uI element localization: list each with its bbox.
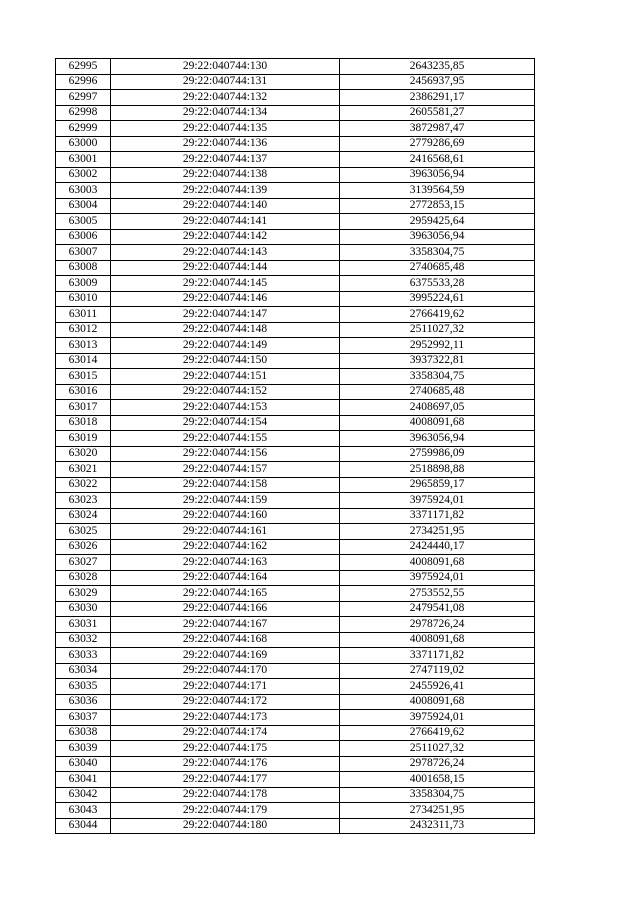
cadastral-value-cell: 2766419,62 [340, 725, 535, 741]
cadastral-number-cell: 29:22:040744:137 [111, 152, 340, 168]
table-row [56, 555, 535, 571]
row-number-cell: 63043 [56, 803, 111, 819]
table-row [56, 400, 535, 416]
cadastral-value-cell: 2734251,95 [340, 803, 535, 819]
row-number-cell: 63034 [56, 663, 111, 679]
table-row [56, 725, 535, 741]
cadastral-value-cell: 2759986,09 [340, 446, 535, 462]
row-number-cell: 63030 [56, 601, 111, 617]
cadastral-number-cell: 29:22:040744:159 [111, 493, 340, 509]
cadastral-number-cell: 29:22:040744:168 [111, 632, 340, 648]
row-number-cell: 63013 [56, 338, 111, 354]
cadastral-value-table [55, 58, 535, 834]
cadastral-value-cell: 2959425,64 [340, 214, 535, 230]
row-number-cell: 63007 [56, 245, 111, 261]
row-number-cell: 62996 [56, 74, 111, 90]
cadastral-number-cell: 29:22:040744:149 [111, 338, 340, 354]
row-number-cell: 63016 [56, 384, 111, 400]
cadastral-number-cell: 29:22:040744:150 [111, 353, 340, 369]
cadastral-value-cell: 2740685,48 [340, 260, 535, 276]
row-number-cell: 63017 [56, 400, 111, 416]
table-row [56, 617, 535, 633]
cadastral-number-cell: 29:22:040744:152 [111, 384, 340, 400]
table-row [56, 803, 535, 819]
cadastral-number-cell: 29:22:040744:155 [111, 431, 340, 447]
table-row [56, 539, 535, 555]
cadastral-value-cell: 4008091,68 [340, 632, 535, 648]
cadastral-value-cell: 2605581,27 [340, 105, 535, 121]
table-row [56, 353, 535, 369]
cadastral-value-cell: 4008091,68 [340, 415, 535, 431]
row-number-cell: 63031 [56, 617, 111, 633]
cadastral-number-cell: 29:22:040744:139 [111, 183, 340, 199]
cadastral-number-cell: 29:22:040744:147 [111, 307, 340, 323]
cadastral-value-cell: 2408697,05 [340, 400, 535, 416]
row-number-cell: 63042 [56, 787, 111, 803]
row-number-cell: 63033 [56, 648, 111, 664]
cadastral-value-cell: 3975924,01 [340, 570, 535, 586]
table-row [56, 741, 535, 757]
row-number-cell: 63012 [56, 322, 111, 338]
row-number-cell: 62997 [56, 90, 111, 106]
cadastral-number-cell: 29:22:040744:145 [111, 276, 340, 292]
table-row [56, 276, 535, 292]
cadastral-number-cell: 29:22:040744:174 [111, 725, 340, 741]
cadastral-number-cell: 29:22:040744:144 [111, 260, 340, 276]
row-number-cell: 63036 [56, 694, 111, 710]
cadastral-value-cell: 2766419,62 [340, 307, 535, 323]
cadastral-value-cell: 2978726,24 [340, 617, 535, 633]
row-number-cell: 63005 [56, 214, 111, 230]
table-row [56, 384, 535, 400]
row-number-cell: 63006 [56, 229, 111, 245]
table-row [56, 663, 535, 679]
table-row [56, 74, 535, 90]
cadastral-number-cell: 29:22:040744:134 [111, 105, 340, 121]
cadastral-number-cell: 29:22:040744:151 [111, 369, 340, 385]
cadastral-value-cell: 2479541,08 [340, 601, 535, 617]
cadastral-value-cell: 3937322,81 [340, 353, 535, 369]
cadastral-number-cell: 29:22:040744:157 [111, 462, 340, 478]
table-row [56, 338, 535, 354]
row-number-cell: 63014 [56, 353, 111, 369]
row-number-cell: 63022 [56, 477, 111, 493]
row-number-cell: 63002 [56, 167, 111, 183]
cadastral-value-cell: 2511027,32 [340, 322, 535, 338]
table-row [56, 679, 535, 695]
table-row [56, 183, 535, 199]
cadastral-value-cell: 2747119,02 [340, 663, 535, 679]
row-number-cell: 63032 [56, 632, 111, 648]
row-number-cell: 63008 [56, 260, 111, 276]
cadastral-value-cell: 3358304,75 [340, 787, 535, 803]
table-row [56, 431, 535, 447]
row-number-cell: 63037 [56, 710, 111, 726]
table-row [56, 245, 535, 261]
cadastral-number-cell: 29:22:040744:136 [111, 136, 340, 152]
row-number-cell: 63009 [56, 276, 111, 292]
row-number-cell: 62995 [56, 59, 111, 75]
cadastral-number-cell: 29:22:040744:132 [111, 90, 340, 106]
cadastral-number-cell: 29:22:040744:158 [111, 477, 340, 493]
table-row [56, 322, 535, 338]
cadastral-number-cell: 29:22:040744:164 [111, 570, 340, 586]
row-number-cell: 63038 [56, 725, 111, 741]
table-row [56, 291, 535, 307]
row-number-cell: 63003 [56, 183, 111, 199]
cadastral-number-cell: 29:22:040744:154 [111, 415, 340, 431]
row-number-cell: 63035 [56, 679, 111, 695]
cadastral-value-cell: 2734251,95 [340, 524, 535, 540]
row-number-cell: 63039 [56, 741, 111, 757]
table-row [56, 105, 535, 121]
table-row [56, 648, 535, 664]
table-row [56, 710, 535, 726]
table-row [56, 198, 535, 214]
cadastral-number-cell: 29:22:040744:130 [111, 59, 340, 75]
cadastral-value-cell: 2978726,24 [340, 756, 535, 772]
cadastral-number-cell: 29:22:040744:171 [111, 679, 340, 695]
cadastral-value-cell: 2740685,48 [340, 384, 535, 400]
cadastral-value-cell: 2952992,11 [340, 338, 535, 354]
cadastral-number-cell: 29:22:040744:135 [111, 121, 340, 137]
table-row [56, 477, 535, 493]
table-row [56, 772, 535, 788]
cadastral-value-cell: 3139564,59 [340, 183, 535, 199]
cadastral-value-cell: 2386291,17 [340, 90, 535, 106]
table-body [56, 59, 535, 834]
cadastral-value-cell: 2965859,17 [340, 477, 535, 493]
table-row [56, 787, 535, 803]
cadastral-value-cell: 3371171,82 [340, 648, 535, 664]
row-number-cell: 63011 [56, 307, 111, 323]
row-number-cell: 63000 [56, 136, 111, 152]
cadastral-value-cell: 3963056,94 [340, 167, 535, 183]
row-number-cell: 63023 [56, 493, 111, 509]
row-number-cell: 63044 [56, 818, 111, 834]
table-row [56, 167, 535, 183]
cadastral-value-cell: 2416568,61 [340, 152, 535, 168]
row-number-cell: 63010 [56, 291, 111, 307]
cadastral-value-cell: 2511027,32 [340, 741, 535, 757]
table-row [56, 152, 535, 168]
cadastral-number-cell: 29:22:040744:156 [111, 446, 340, 462]
cadastral-number-cell: 29:22:040744:162 [111, 539, 340, 555]
cadastral-value-cell: 3963056,94 [340, 431, 535, 447]
cadastral-number-cell: 29:22:040744:160 [111, 508, 340, 524]
row-number-cell: 63024 [56, 508, 111, 524]
cadastral-number-cell: 29:22:040744:169 [111, 648, 340, 664]
row-number-cell: 63028 [56, 570, 111, 586]
cadastral-value-cell: 3371171,82 [340, 508, 535, 524]
row-number-cell: 63029 [56, 586, 111, 602]
cadastral-number-cell: 29:22:040744:146 [111, 291, 340, 307]
row-number-cell: 63004 [56, 198, 111, 214]
table-row [56, 524, 535, 540]
cadastral-number-cell: 29:22:040744:176 [111, 756, 340, 772]
cadastral-value-cell: 3975924,01 [340, 710, 535, 726]
table-row [56, 756, 535, 772]
row-number-cell: 63015 [56, 369, 111, 385]
row-number-cell: 62999 [56, 121, 111, 137]
row-number-cell: 63026 [56, 539, 111, 555]
cadastral-number-cell: 29:22:040744:179 [111, 803, 340, 819]
cadastral-value-cell: 2432311,73 [340, 818, 535, 834]
cadastral-number-cell: 29:22:040744:170 [111, 663, 340, 679]
row-number-cell: 63001 [56, 152, 111, 168]
cadastral-number-cell: 29:22:040744:167 [111, 617, 340, 633]
row-number-cell: 63018 [56, 415, 111, 431]
cadastral-value-cell: 2772853,15 [340, 198, 535, 214]
cadastral-number-cell: 29:22:040744:172 [111, 694, 340, 710]
cadastral-number-cell: 29:22:040744:143 [111, 245, 340, 261]
table-row [56, 214, 535, 230]
table-row [56, 59, 535, 75]
cadastral-number-cell: 29:22:040744:177 [111, 772, 340, 788]
cadastral-number-cell: 29:22:040744:142 [111, 229, 340, 245]
cadastral-value-cell: 4008091,68 [340, 555, 535, 571]
cadastral-number-cell: 29:22:040744:138 [111, 167, 340, 183]
cadastral-value-cell: 3872987,47 [340, 121, 535, 137]
cadastral-value-cell: 2455926,41 [340, 679, 535, 695]
table-row [56, 121, 535, 137]
table-row [56, 90, 535, 106]
cadastral-value-cell: 6375533,28 [340, 276, 535, 292]
cadastral-number-cell: 29:22:040744:165 [111, 586, 340, 602]
table-row [56, 632, 535, 648]
cadastral-value-cell: 3358304,75 [340, 369, 535, 385]
cadastral-value-cell: 2456937,95 [340, 74, 535, 90]
cadastral-number-cell: 29:22:040744:131 [111, 74, 340, 90]
cadastral-number-cell: 29:22:040744:141 [111, 214, 340, 230]
cadastral-value-cell: 4008091,68 [340, 694, 535, 710]
cadastral-number-cell: 29:22:040744:161 [111, 524, 340, 540]
cadastral-value-cell: 3975924,01 [340, 493, 535, 509]
row-number-cell: 63041 [56, 772, 111, 788]
table-row [56, 601, 535, 617]
cadastral-value-cell: 2643235,85 [340, 59, 535, 75]
table-row [56, 260, 535, 276]
cadastral-number-cell: 29:22:040744:163 [111, 555, 340, 571]
cadastral-number-cell: 29:22:040744:175 [111, 741, 340, 757]
cadastral-number-cell: 29:22:040744:140 [111, 198, 340, 214]
row-number-cell: 63021 [56, 462, 111, 478]
table-row [56, 462, 535, 478]
table-row [56, 229, 535, 245]
table-row [56, 818, 535, 834]
cadastral-number-cell: 29:22:040744:178 [111, 787, 340, 803]
table-row [56, 446, 535, 462]
row-number-cell: 63020 [56, 446, 111, 462]
row-number-cell: 63025 [56, 524, 111, 540]
row-number-cell: 63027 [56, 555, 111, 571]
table-row [56, 586, 535, 602]
table-row [56, 307, 535, 323]
table-row [56, 570, 535, 586]
cadastral-value-cell: 3963056,94 [340, 229, 535, 245]
cadastral-value-cell: 3358304,75 [340, 245, 535, 261]
cadastral-number-cell: 29:22:040744:153 [111, 400, 340, 416]
row-number-cell: 63040 [56, 756, 111, 772]
cadastral-number-cell: 29:22:040744:166 [111, 601, 340, 617]
cadastral-value-cell: 3995224,61 [340, 291, 535, 307]
table-row [56, 369, 535, 385]
cadastral-value-cell: 2424440,17 [340, 539, 535, 555]
cadastral-value-cell: 2518898,88 [340, 462, 535, 478]
cadastral-value-cell: 2779286,69 [340, 136, 535, 152]
row-number-cell: 62998 [56, 105, 111, 121]
table-row [56, 493, 535, 509]
cadastral-number-cell: 29:22:040744:148 [111, 322, 340, 338]
cadastral-value-cell: 4001658,15 [340, 772, 535, 788]
cadastral-number-cell: 29:22:040744:173 [111, 710, 340, 726]
table-row [56, 508, 535, 524]
table-row [56, 136, 535, 152]
cadastral-value-cell: 2753552,55 [340, 586, 535, 602]
cadastral-number-cell: 29:22:040744:180 [111, 818, 340, 834]
table-row [56, 694, 535, 710]
table-row [56, 415, 535, 431]
row-number-cell: 63019 [56, 431, 111, 447]
